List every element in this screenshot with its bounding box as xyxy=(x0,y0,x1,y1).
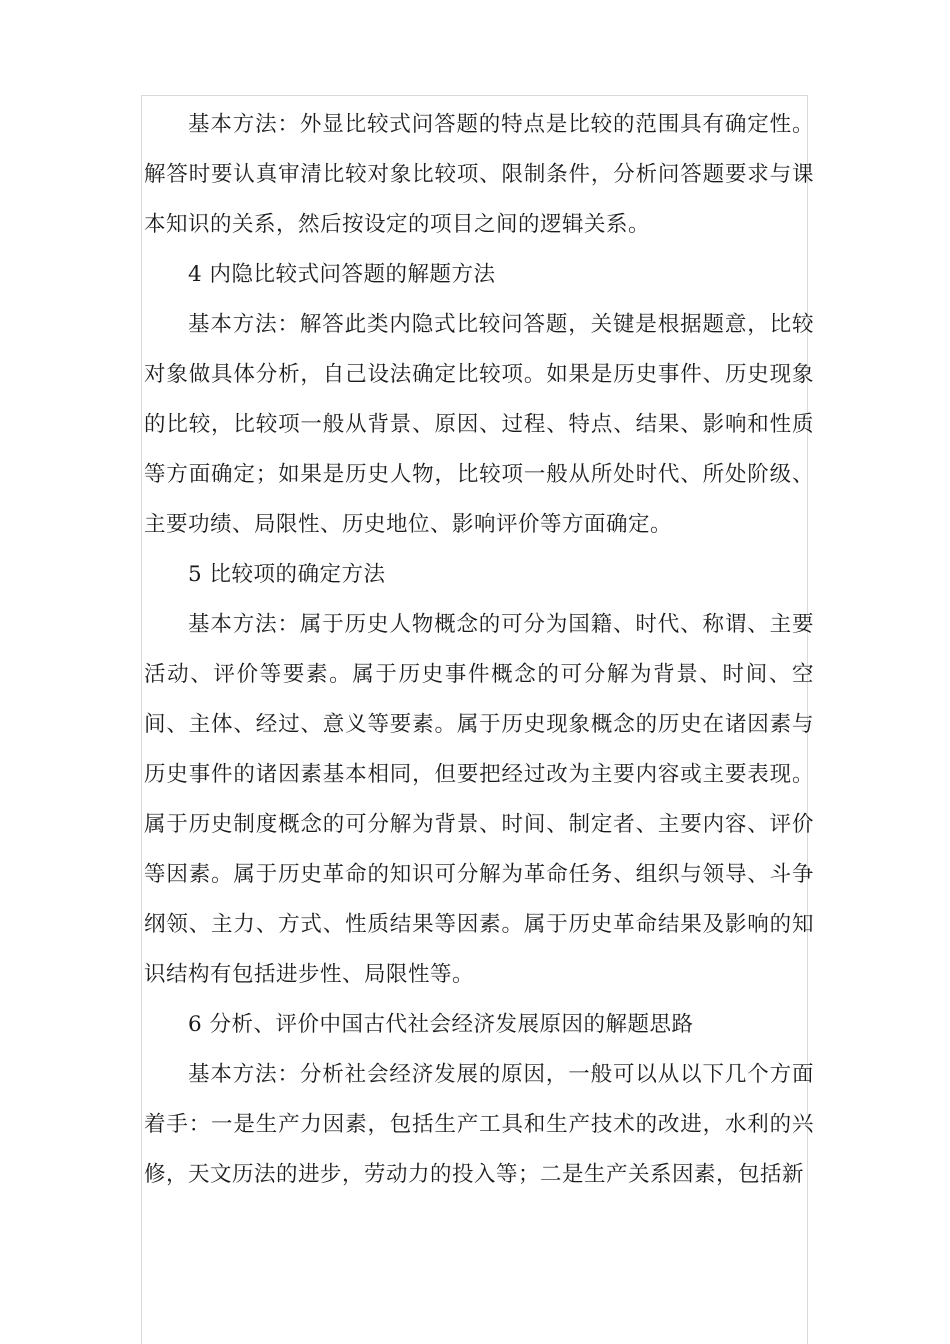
document-body xyxy=(144,100,814,1200)
paragraph-implicit-comparison-method: 基本方法：解答此类内隐式比较问答题，关键是根据题意，比较对象做具体分析，自己设法确定比较项。如果是历史事件、历史现象的比较，比较项一般从背景、原因、过程、特点、结果、影响和性质等方面确定；如果是历史人物，比较项一般从所处时代、所处阶级、主要功绩、局限性、历史地位、影响评价等方面确定。 xyxy=(144,312,814,537)
paragraph-economic-development-method: 基本方法：分析社会经济发展的原因，一般可以从以下几个方面着手：一是生产力因素，包括生产工具和生产技术的改进，水利的兴修，天文历法的进步，劳动力的投入等；二是生产关系因素，包括新 xyxy=(144,1062,814,1187)
paragraph-comparison-items-method: 基本方法：属于历史人物概念的可分为国籍、时代、称谓、主要活动、评价等要素。属于历史事件概念的可分解为背景、时间、空间、主体、经过、意义等要素。属于历史现象概念的历史在诸因素与历史事件的诸因素基本相同，但要把经过改为主要内容或主要表现。属于历史制度概念的可分解为背景、时间、制定者、主要内容、评价等因素。属于历史革命的知识可分解为革命任务、组织与领导、斗争纲领、主力、方式、性质结果等因素。属于历史革命结果及影响的知识结构有包括进步性、局限性等。 xyxy=(144,612,814,987)
heading-comparison-items: 5 比较项的确定方法 xyxy=(188,562,386,587)
heading-implicit-comparison: 4 内隐比较式问答题的解题方法 xyxy=(188,262,496,287)
heading-economic-development: 6 分析、评价中国古代社会经济发展原因的解题思路 xyxy=(188,1012,694,1037)
paragraph-explicit-comparison-method: 基本方法：外显比较式问答题的特点是比较的范围具有确定性。解答时要认真审清比较对象比较项、限制条件，分析问答题要求与课本知识的关系，然后按设定的项目之间的逻辑关系。 xyxy=(144,112,814,237)
